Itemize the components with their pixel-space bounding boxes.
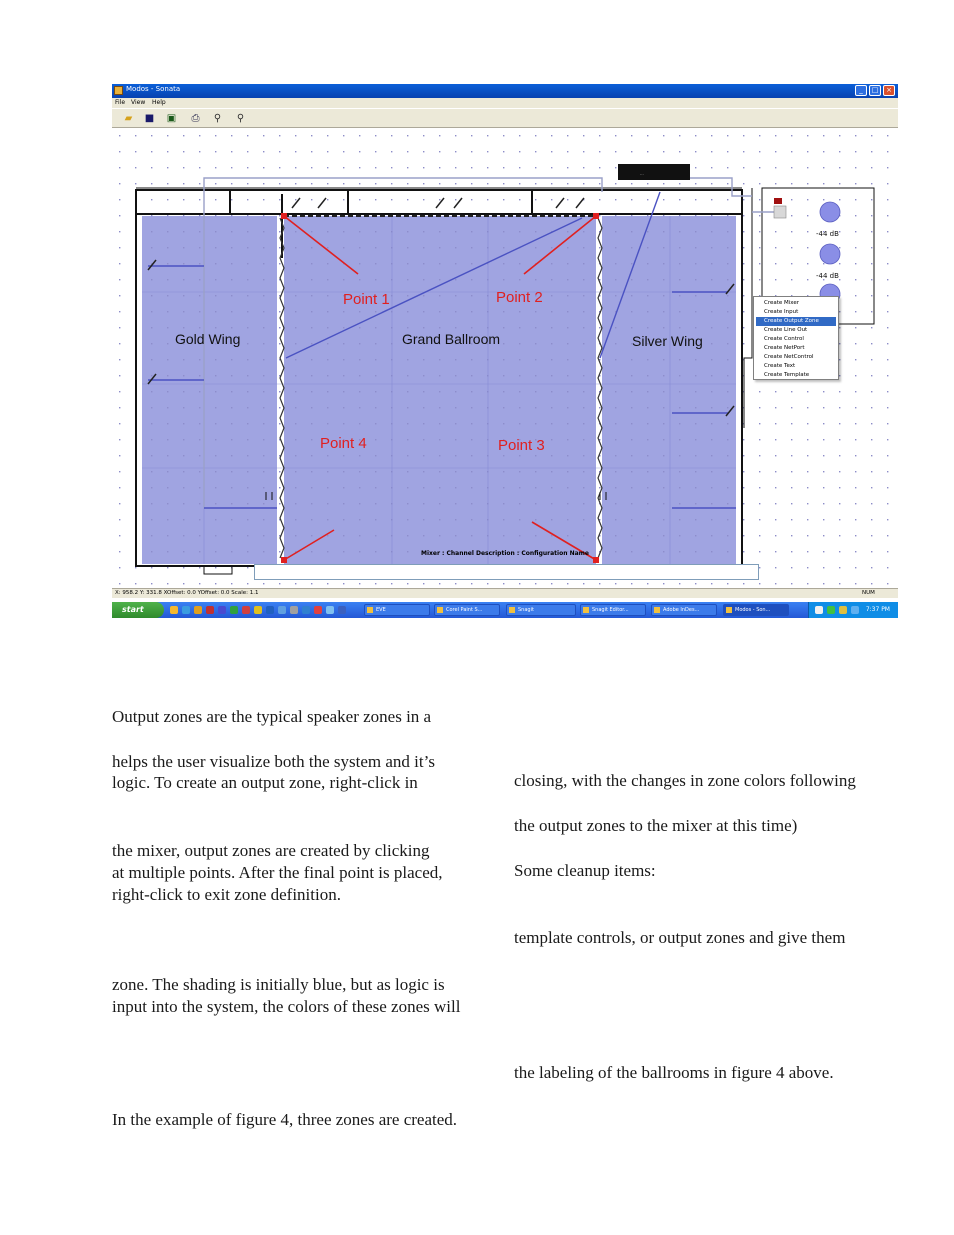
quicklaunch-icon[interactable] (254, 606, 262, 614)
body-left-line-7: zone. The shading is initially blue, but as logic is (112, 975, 445, 994)
num-lock-indicator: NUM (862, 590, 875, 596)
open-folder-icon[interactable]: ▰ (124, 113, 133, 124)
speaker-icon[interactable] (851, 606, 859, 614)
task-snagit[interactable]: Snagit (506, 604, 576, 616)
quicklaunch-icon[interactable] (206, 606, 214, 614)
ctx-create-input[interactable]: Create Input (764, 309, 799, 315)
start-button[interactable]: start (112, 602, 164, 618)
ctx-create-output-zone[interactable]: Create Output Zone (756, 317, 836, 326)
point-label-1: Point 1 (343, 291, 390, 308)
ctx-create-line-out[interactable]: Create Line Out (764, 327, 808, 333)
point-label-4: Point 4 (320, 435, 367, 452)
level-readout-2: -44 dB (816, 272, 839, 280)
body-left-line-4: the mixer, output zones are created by clicking (112, 841, 430, 860)
body-left-line-2: helps the user visualize both the system and it’s (112, 752, 435, 771)
toolbar (112, 108, 898, 128)
coords-readout: X: 958.2 Y: 331.8 XOffset: 0.0 YOffset: 0.0 Scale: 1.1 (115, 590, 259, 596)
config-label: Mixer : Channel Description : Configuration Name (421, 550, 589, 557)
quicklaunch-icon[interactable] (266, 606, 274, 614)
network-icon[interactable] (827, 606, 835, 614)
zoom-out-icon[interactable]: ⚲ (236, 113, 245, 124)
body-right-line-4: template controls, or output zones and give them (514, 928, 846, 947)
body-right-line-3: Some cleanup items: (514, 861, 656, 880)
quicklaunch-icon[interactable] (278, 606, 286, 614)
menu-view[interactable]: View (131, 99, 146, 106)
ctx-create-netcontrol[interactable]: Create NetControl (764, 354, 814, 360)
quicklaunch-icon[interactable] (218, 606, 226, 614)
print-icon[interactable]: ⎙ (191, 113, 200, 124)
screenshot-figure (112, 84, 898, 618)
body-left-line-6: right-click to exit zone definition. (112, 885, 341, 904)
quicklaunch-icon[interactable] (302, 606, 310, 614)
body-left-line-1: Output zones are the typical speaker zones in a (112, 707, 432, 726)
level-readout-1: -44 dB (816, 230, 839, 238)
quicklaunch-icon[interactable] (170, 606, 178, 614)
help-icon[interactable] (815, 606, 823, 614)
save-as-icon[interactable]: ▣ (166, 113, 177, 124)
mixer-device (618, 164, 690, 180)
quicklaunch-icon[interactable] (314, 606, 322, 614)
ctx-create-text[interactable]: Create Text (764, 363, 796, 369)
body-left-line-3: logic. To create an output zone, right-click in (112, 773, 418, 792)
menu-file[interactable]: File (115, 99, 126, 106)
svg-text:...: ... (640, 171, 644, 176)
ctx-create-netport[interactable]: Create NetPort (764, 345, 805, 351)
level-knob-2 (820, 244, 840, 264)
zone-label-gold-wing: Gold Wing (175, 331, 241, 347)
ctx-create-template[interactable]: Create Template (764, 372, 810, 378)
zone-label-grand-ballroom: Grand Ballroom (402, 331, 501, 347)
ctx-create-mixer[interactable]: Create Mixer (764, 300, 800, 306)
menu-bar (112, 98, 898, 108)
point-label-3: Point 3 (498, 437, 545, 454)
zone-label-silver-wing: Silver Wing (632, 333, 703, 349)
minimize-button[interactable]: _ (855, 85, 867, 96)
context-menu (753, 296, 839, 380)
task-adobe-indesign[interactable]: Adobe InDes... (651, 604, 717, 616)
task-snagit-editor[interactable]: Snagit Editor... (580, 604, 646, 616)
task-eve[interactable]: EVE (364, 604, 430, 616)
quicklaunch-icon[interactable] (182, 606, 190, 614)
task-modos-sonata[interactable]: Modos - Son... (723, 604, 789, 616)
point-label-2: Point 2 (496, 289, 543, 306)
quicklaunch-icon[interactable] (290, 606, 298, 614)
close-button[interactable]: × (883, 85, 895, 96)
body-right-line-1: closing, with the changes in zone colors following (514, 771, 856, 790)
ctx-create-control[interactable]: Create Control (764, 336, 804, 342)
quicklaunch-icon[interactable] (194, 606, 202, 614)
quicklaunch-icon[interactable] (230, 606, 238, 614)
body-left-line-8: input into the system, the colors of these zones will (112, 997, 461, 1016)
title-bar (112, 84, 898, 98)
menu-help[interactable]: Help (152, 99, 166, 106)
window-title: Modos - Sonata (126, 85, 181, 93)
config-name-input[interactable] (254, 564, 759, 580)
body-left-line-9: In the example of figure 4, three zones are created. (112, 1110, 458, 1129)
quicklaunch-icon[interactable] (242, 606, 250, 614)
save-icon[interactable]: ■ (144, 113, 155, 124)
body-right-line-2: the output zones to the mixer at this time) (514, 816, 798, 835)
clock: 7:37 PM (865, 606, 890, 613)
body-right-line-5: the labeling of the ballrooms in figure 4 above. (514, 1063, 834, 1082)
task-corel-paint[interactable]: Corel Paint S... (434, 604, 500, 616)
zoom-in-icon[interactable]: ⚲ (213, 113, 222, 124)
status-bar (112, 588, 898, 598)
quicklaunch-icon[interactable] (326, 606, 334, 614)
app-icon (114, 86, 123, 95)
level-knob-1 (820, 202, 840, 222)
tray-icon[interactable] (839, 606, 847, 614)
taskbar (112, 602, 898, 618)
body-left-line-5: at multiple points. After the final point is placed, (112, 863, 443, 882)
system-tray (808, 602, 898, 618)
maximize-button[interactable]: □ (869, 85, 881, 96)
quicklaunch-icon[interactable] (338, 606, 346, 614)
